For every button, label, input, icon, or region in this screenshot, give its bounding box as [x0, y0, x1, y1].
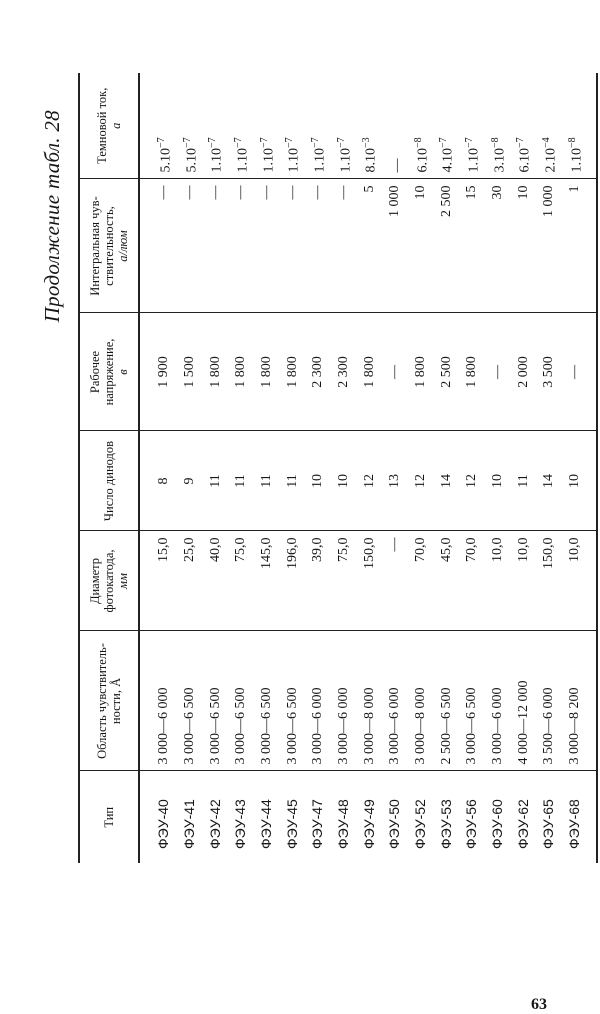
cell-dynodes: 10	[305, 431, 331, 531]
cell-dark-exponent: −8	[412, 137, 424, 148]
header-diameter: Диаметр фотокатода, мм	[79, 531, 139, 631]
cell-sensitivity: 1 000	[382, 179, 408, 313]
table-row	[510, 73, 536, 863]
header-sensitivity-unit: а/люм	[116, 230, 130, 262]
cell-sensitivity: —	[305, 179, 331, 313]
cell-diameter: 45,0	[433, 531, 459, 631]
cell-diameter: —	[382, 531, 408, 631]
cell-dark-exponent: −4	[540, 137, 552, 148]
cell-range: 3 000—6 000	[382, 631, 408, 771]
cell-range: 3 000—8 000	[408, 631, 434, 771]
cell-sensitivity: —	[228, 179, 254, 313]
cell-dark-current: $3.10^{-8}$	[485, 73, 511, 179]
cell-dark-current: $1.10^{-7}$	[228, 73, 254, 179]
table-row	[382, 73, 408, 863]
cell-dark-exponent: −7	[284, 137, 296, 148]
cell-voltage: 1 800	[459, 313, 485, 431]
cell-dark-current: $1.10^{-8}$	[562, 73, 598, 179]
cell-dark-exponent: −7	[463, 137, 475, 148]
cell-diameter: 39,0	[305, 531, 331, 631]
cell-dark-current: —	[382, 73, 408, 179]
cell-voltage: 1 800	[254, 313, 280, 431]
cell-diameter: 75,0	[331, 531, 357, 631]
cell-sensitivity: 10	[510, 179, 536, 313]
cell-sensitivity: 1 000	[536, 179, 562, 313]
cell-dark-exponent: −7	[515, 137, 527, 148]
table-row	[459, 73, 485, 863]
cell-dark-exponent: −7	[258, 137, 270, 148]
table-row	[331, 73, 357, 863]
cell-type: ФЭУ-44	[257, 799, 274, 849]
cell-type: ФЭУ-45	[283, 799, 300, 849]
cell-dark-current: $1.10^{-7}$	[254, 73, 280, 179]
cell-diameter: 10,0	[485, 531, 511, 631]
cell-voltage: 1 800	[228, 313, 254, 431]
cell-range: 3 000—6 500	[177, 631, 203, 771]
cell-type: ФЭУ-68	[565, 799, 582, 849]
cell-dynodes: 11	[279, 431, 305, 531]
header-range: Область чувствитель-ности, Å	[79, 631, 139, 771]
table-row	[433, 73, 459, 863]
table-header-row	[79, 73, 139, 863]
cell-diameter: 145,0	[254, 531, 280, 631]
cell-dark-current: $1.10^{-7}$	[202, 73, 228, 179]
table-row	[485, 73, 511, 863]
cell-dynodes: 14	[536, 431, 562, 531]
table-caption: Продолжение табл. 28	[40, 110, 64, 323]
cell-dynodes: 10	[485, 431, 511, 531]
cell-dark-current: $5.10^{-7}$	[177, 73, 203, 179]
cell-dynodes: 14	[433, 431, 459, 531]
page-number: 63	[531, 996, 547, 1013]
cell-range: 2 500—6 500	[433, 631, 459, 771]
cell-type: ФЭУ-53	[437, 799, 454, 849]
cell-sensitivity: —	[139, 179, 177, 313]
cell-sensitivity: —	[177, 179, 203, 313]
cell-type: ФЭУ-62	[514, 799, 531, 849]
cell-voltage: 2 300	[305, 313, 331, 431]
cell-dynodes: 11	[202, 431, 228, 531]
cell-dark-exponent: −7	[335, 137, 347, 148]
cell-sensitivity: 10	[408, 179, 434, 313]
fem-table	[78, 73, 598, 863]
cell-type: ФЭУ-41	[180, 799, 197, 849]
cell-dynodes: 12	[408, 431, 434, 531]
table-row	[356, 73, 382, 863]
cell-dark-current: $5.10^{-7}$	[139, 73, 177, 179]
cell-range: 3 000—6 500	[254, 631, 280, 771]
cell-dynodes: 8	[139, 431, 177, 531]
cell-voltage: 1 500	[177, 313, 203, 431]
cell-range: 3 000—6 000	[305, 631, 331, 771]
cell-type: ФЭУ-56	[463, 799, 480, 849]
header-dark-current: Темновой ток, а	[79, 73, 139, 179]
cell-range: 3 000—6 500	[459, 631, 485, 771]
cell-diameter: 15,0	[139, 531, 177, 631]
cell-dark-current: $6.10^{-7}$	[510, 73, 536, 179]
cell-voltage: 2 500	[433, 313, 459, 431]
cell-dark-exponent: −8	[566, 137, 578, 148]
cell-voltage: —	[382, 313, 408, 431]
cell-dark-exponent: −7	[309, 137, 321, 148]
cell-dynodes: 11	[254, 431, 280, 531]
cell-voltage: 2 300	[331, 313, 357, 431]
table-row	[254, 73, 280, 863]
cell-voltage: 1 900	[139, 313, 177, 431]
cell-dynodes: 13	[382, 431, 408, 531]
cell-sensitivity: 30	[485, 179, 511, 313]
cell-type: ФЭУ-48	[334, 799, 351, 849]
cell-type: ФЭУ-42	[206, 799, 223, 849]
cell-diameter: 70,0	[459, 531, 485, 631]
cell-dark-exponent: −8	[489, 137, 501, 148]
cell-sensitivity: 1	[562, 179, 598, 313]
cell-dark-current: $1.10^{-7}$	[459, 73, 485, 179]
cell-type: ФЭУ-40	[155, 799, 172, 849]
cell-diameter: 150,0	[536, 531, 562, 631]
cell-dynodes: 12	[459, 431, 485, 531]
cell-dark-current: $1.10^{-7}$	[305, 73, 331, 179]
cell-type: ФЭУ-52	[411, 799, 428, 849]
table-row	[139, 73, 177, 863]
cell-voltage: —	[562, 313, 598, 431]
cell-voltage: 2 000	[510, 313, 536, 431]
cell-diameter: 150,0	[356, 531, 382, 631]
header-type: Тип	[79, 771, 139, 863]
cell-diameter: 10,0	[562, 531, 598, 631]
cell-dynodes: 10	[331, 431, 357, 531]
table-row	[279, 73, 305, 863]
cell-dark-exponent: −3	[361, 137, 373, 148]
cell-voltage: 3 500	[536, 313, 562, 431]
header-voltage-unit: в	[116, 369, 130, 375]
cell-sensitivity: 5	[356, 179, 382, 313]
table-row	[562, 73, 598, 863]
cell-sensitivity: 2 500	[433, 179, 459, 313]
cell-range: 3 000—6 000	[331, 631, 357, 771]
header-dark-unit: а	[109, 122, 123, 129]
table-row	[305, 73, 331, 863]
cell-dynodes: 9	[177, 431, 203, 531]
cell-range: 3 000—6 500	[202, 631, 228, 771]
cell-range: 4 000—12 000	[510, 631, 536, 771]
cell-diameter: 196,0	[279, 531, 305, 631]
cell-dark-exponent: −7	[207, 137, 219, 148]
cell-dynodes: 11	[228, 431, 254, 531]
cell-dynodes: 12	[356, 431, 382, 531]
cell-sensitivity: —	[279, 179, 305, 313]
cell-sensitivity: 15	[459, 179, 485, 313]
cell-dark-current: $6.10^{-8}$	[408, 73, 434, 179]
table-row	[536, 73, 562, 863]
cell-voltage: 1 800	[356, 313, 382, 431]
header-dynodes: Число динодов	[79, 431, 139, 531]
cell-dark-exponent: −7	[232, 137, 244, 148]
cell-sensitivity: —	[202, 179, 228, 313]
cell-range: 3 000—6 500	[228, 631, 254, 771]
cell-range: 3 500—6 000	[536, 631, 562, 771]
cell-range: 3 000—8 200	[562, 631, 598, 771]
cell-dark-current: $8.10^{-3}$	[356, 73, 382, 179]
cell-diameter: 40,0	[202, 531, 228, 631]
cell-voltage: 1 800	[279, 313, 305, 431]
cell-diameter: 25,0	[177, 531, 203, 631]
table-row	[228, 73, 254, 863]
cell-dynodes: 11	[510, 431, 536, 531]
cell-dark-current: $1.10^{-7}$	[279, 73, 305, 179]
header-diameter-unit: мм	[116, 573, 130, 589]
header-voltage: Рабочее напряжение, в	[79, 313, 139, 431]
cell-sensitivity: —	[254, 179, 280, 313]
cell-voltage: 1 800	[408, 313, 434, 431]
cell-type: ФЭУ-60	[488, 799, 505, 849]
cell-dark-exponent: −7	[181, 137, 193, 148]
table-row	[202, 73, 228, 863]
cell-dark-current: $4.10^{-7}$	[433, 73, 459, 179]
cell-range: 3 000—6 500	[279, 631, 305, 771]
cell-dark-current: $2.10^{-4}$	[536, 73, 562, 179]
cell-voltage: 1 800	[202, 313, 228, 431]
cell-dynodes: 10	[562, 431, 598, 531]
cell-dark-exponent: −7	[156, 137, 167, 148]
cell-diameter: 10,0	[510, 531, 536, 631]
header-sensitivity: Интегральная чув-ствительность, а/люм	[79, 179, 139, 313]
table-row	[408, 73, 434, 863]
cell-range: 3 000—8 000	[356, 631, 382, 771]
cell-diameter: 70,0	[408, 531, 434, 631]
cell-range: 3 000—6 000	[139, 631, 177, 771]
cell-type: ФЭУ-43	[232, 799, 249, 849]
cell-type: ФЭУ-47	[309, 799, 326, 849]
cell-type: ФЭУ-49	[360, 799, 377, 849]
cell-type: ФЭУ-50	[386, 799, 403, 849]
cell-range: 3 000—6 000	[485, 631, 511, 771]
cell-dark-current: $1.10^{-7}$	[331, 73, 357, 179]
cell-voltage: —	[485, 313, 511, 431]
cell-diameter: 75,0	[228, 531, 254, 631]
cell-dark-exponent: −7	[438, 137, 450, 148]
cell-sensitivity: —	[331, 179, 357, 313]
cell-type: ФЭУ-65	[540, 799, 557, 849]
table-row	[177, 73, 203, 863]
